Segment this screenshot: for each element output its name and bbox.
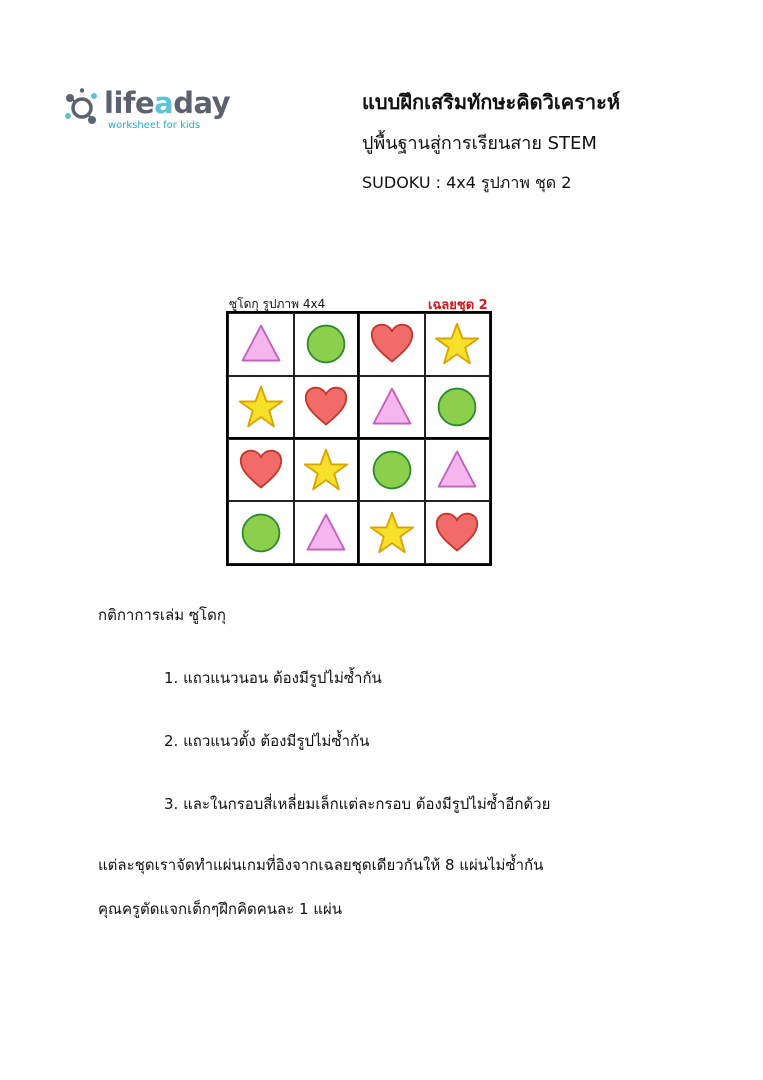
grid-caption: ซูโดกุ รูปภาพ 4x4 (229, 297, 326, 311)
rule-item: 3. และในกรอบสี่เหลี่ยมเล็กแต่ละกรอบ ต้องมีรูปไม่ซ้ำอีกด้วย (164, 795, 551, 813)
circle-icon (369, 447, 415, 493)
heart-icon (434, 510, 480, 556)
grid-cell (294, 439, 360, 502)
grid-cell (228, 313, 294, 376)
grid-cell (228, 501, 294, 564)
grid-cell (359, 439, 425, 502)
grid-cell (425, 313, 491, 376)
triangle-icon (303, 510, 349, 556)
triangle-icon (238, 321, 284, 367)
page-title: แบบฝึกเสริมทักษะคิดวิเคราะห์ (362, 90, 621, 114)
grid-cell (359, 313, 425, 376)
set-label: SUDOKU : 4x4 รูปภาพ ชุด 2 (362, 173, 572, 192)
circle-icon (434, 384, 480, 430)
grid-cell (359, 376, 425, 439)
triangle-icon (369, 384, 415, 430)
page-subtitle: ปูพื้นฐานสู่การเรียนสาย STEM (362, 133, 597, 154)
grid-cell (359, 501, 425, 564)
heart-icon (238, 447, 284, 493)
grid-cell (228, 376, 294, 439)
grid-cell (425, 501, 491, 564)
lifeaday-logo (62, 84, 231, 134)
circle-icon (238, 510, 284, 556)
molecule-logo-icon (62, 88, 102, 128)
grid-cell (294, 501, 360, 564)
grid-cell (294, 376, 360, 439)
logo-wordmark: lifeaday (104, 86, 231, 120)
circle-icon (303, 321, 349, 367)
star-icon (434, 321, 480, 367)
heart-icon (303, 384, 349, 430)
grid-cell (228, 439, 294, 502)
star-icon (303, 447, 349, 493)
grid-cell (425, 376, 491, 439)
star-icon (238, 384, 284, 430)
grid-cell (294, 313, 360, 376)
sudoku-grid (226, 311, 492, 566)
rules-title: กติกาการเล่ม ซูโดกุ (98, 606, 226, 624)
rule-item: 1. แถวแนวนอน ต้องมีรูปไม่ซ้ำกัน (164, 669, 382, 687)
grid-cell (425, 439, 491, 502)
answer-label: เฉลยชุด 2 (428, 298, 488, 313)
rule-item: 2. แถวแนวตั้ง ต้องมีรูปไม่ซ้ำกัน (164, 732, 370, 750)
note-text: แต่ละชุดเราจัดทำแผ่นเกมที่อิงจากเฉลยชุดเดียวกันให้ 8 แผ่นไม่ซ้ำกัน (98, 856, 544, 874)
logo-tagline: worksheet for kids (108, 120, 201, 131)
triangle-icon (434, 447, 480, 493)
heart-icon (369, 321, 415, 367)
note-text: คุณครูตัดแจกเด็กๆฝึกคิดคนละ 1 แผ่น (98, 900, 343, 918)
star-icon (369, 510, 415, 556)
